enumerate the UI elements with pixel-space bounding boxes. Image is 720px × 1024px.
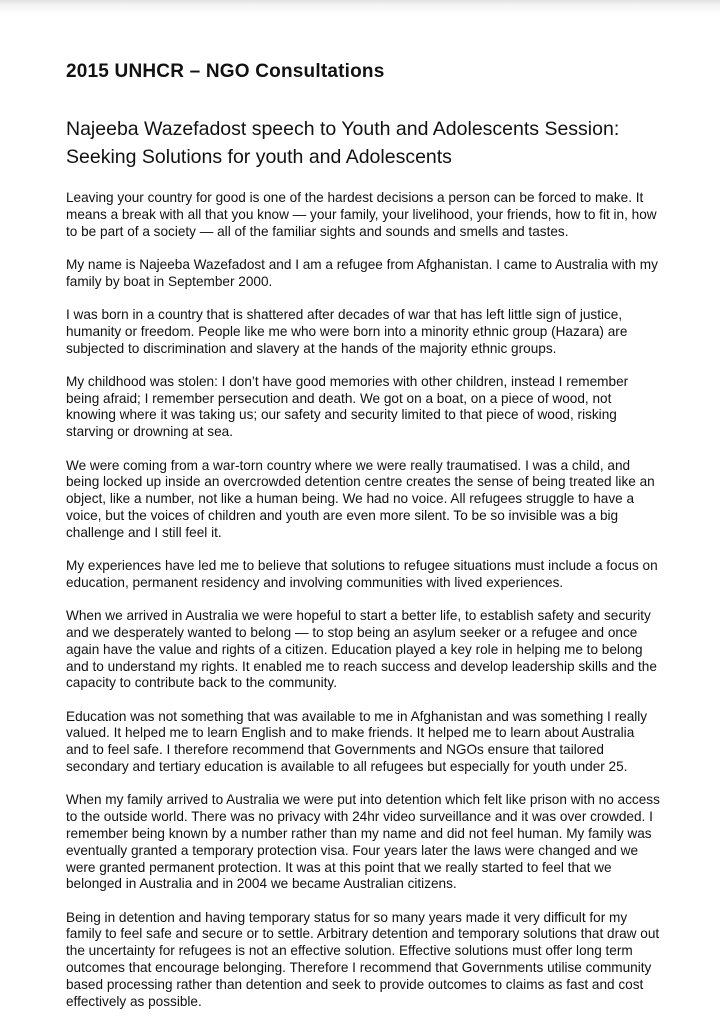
paragraph-education: Education was not something that was available to me in Afghanistan and was something I really valued. It helped me to learn English and to make friends. It helped me to learn about Australia and to feel safe. I therefore recommend that Governments and NGOs ensure that tailored secondary and tertiary education is available to all refugees but especially for youth under 25. bbox=[66, 708, 648, 775]
paragraph-childhood-stolen: My childhood was stolen: I don’t have good memories with other children, instead I remember being afraid; I remember persecution and death. We got on a boat, on a piece of wood, not knowing where it was taking us; our safety and security limited to that piece of wood, risking starving or drowning at sea. bbox=[66, 373, 629, 440]
paragraph-war-torn: We were coming from a war-torn country where we were really traumatised. I was a child, and being locked up inside an overcrowded detention centre creates the sense of being treated like an object, like a number, not like a human being. We had no voice. All refugees struggle to have a voice, but the voices of children and youth are even more silent. To be so invisible was a big challenge and I still feel it. bbox=[66, 457, 655, 540]
paragraph-temporary-status: Being in detention and having temporary status for so many years made it very difficult for my family to feel safe and secure or to settle. Arbitrary detention and temporary solutions that draw out the uncertainty for refugees is not an effective solution. Effective solutions must offer long term outcomes that encourage belonging. Therefore I recommend that Governments utilise community based processing rather than detention and seek to provide outcomes to claims as fast and cost effectively as possible. bbox=[66, 909, 660, 1009]
paragraph-experiences: My experiences have led me to believe that solutions to refugee situations must include a focus on education, permanent residency and involving communities with lived experiences. bbox=[66, 558, 658, 590]
paragraph-arrived-australia: When we arrived in Australia we were hopeful to start a better life, to establish safety and security and we desperately wanted to belong — to stop being an asylum seeker or a refugee and once again have the value and rights of a citizen. Education played a key role in helping me to belong and to understand my rights. It enabled me to reach success and develop leadership skills and the capacity to contribute back to the community. bbox=[66, 608, 657, 691]
paragraph-born-country: I was born in a country that is shattered after decades of war that has left little sign of justice, humanity or freedom. People like me who were born into a minority ethnic group (Hazara) are subjected to discrimination and slavery at the hands of the majority ethnic groups. bbox=[66, 306, 628, 356]
document-title: 2015 UNHCR – NGO Consultations bbox=[66, 61, 385, 82]
paragraph-leaving-country: Leaving your country for good is one of the hardest decisions a person can be forced to make. It means a break with all that you know — your family, your livelihood, your friends, how to fit in, how to be part of a society — all of the familiar sights and sounds and smells and tastes. bbox=[66, 190, 657, 239]
paragraph-family-detention: When my family arrived to Australia we were put into detention which felt like prison with no access to the outside world. There was no privacy with 24hr video surveillance and it was over crowded. I remember being known by a number rather than my name and did not feel human. My family was eventually granted a temporary protection visa. Four years later the laws were changed and we were granted permanent protection. It was at this point that we really started to feel that we belonged in Australia and in 2004 we became Australian citizens. bbox=[66, 792, 660, 892]
paragraph-my-name: My name is Najeeba Wazefadost and I am a refugee from Afghanistan. I came to Australia with my family by boat in September 2000. bbox=[66, 256, 658, 289]
document-subtitle: Najeeba Wazefadost speech to Youth and Adolescents Session: Seeking Solutions for youth and Adolescents bbox=[66, 118, 620, 168]
